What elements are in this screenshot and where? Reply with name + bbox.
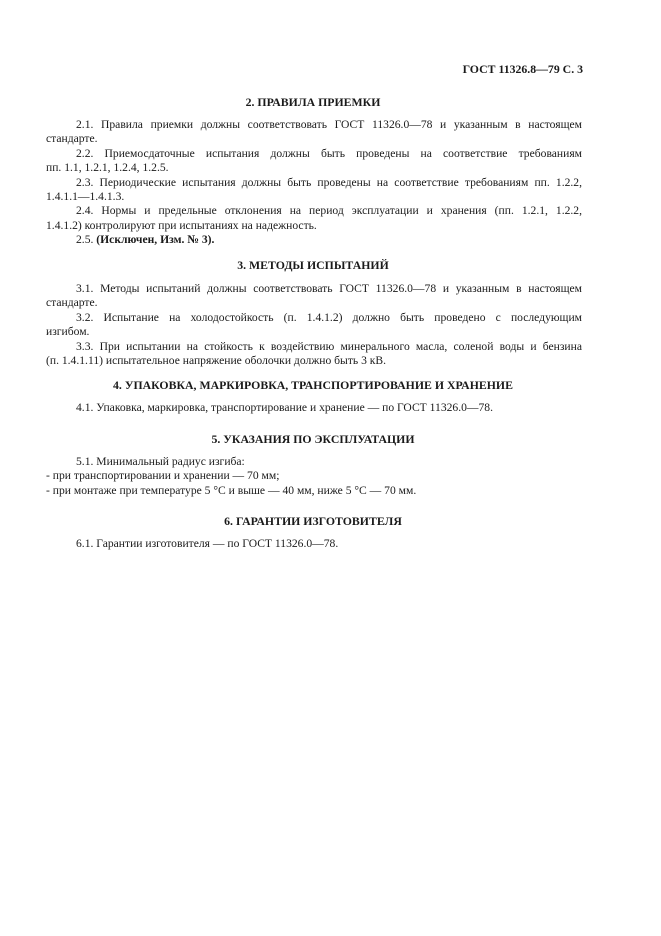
running-header: ГОСТ 11326.8—79 С. 3 — [462, 62, 583, 76]
section-5-title: 5. УКАЗАНИЯ ПО ЭКСПЛУАТАЦИИ — [211, 432, 415, 446]
clause-2-5 — [46, 233, 582, 247]
clause-3-3-line-1: 3.3. При испытании на стойкость к воздействию минерального масла, соленой воды и бензина — [76, 339, 582, 353]
section-3-body — [46, 282, 582, 368]
clause-2-3-line-2: 1.4.1.1—1.4.1.3. — [46, 189, 125, 203]
section-4-body — [46, 401, 582, 415]
clause-5-1-item-installation: - при монтаже при температуре 5 °С и выше — 40 мм, ниже 5 °С — 70 мм. — [46, 483, 417, 497]
clause-5-1-item-transport: - при транспортировании и хранении — 70 мм; — [46, 469, 280, 483]
clause-2-1-line-1: 2.1. Правила приемки должны соответствовать ГОСТ 11326.0—78 и указанным в настоящем — [76, 118, 582, 131]
section-4-title: 4. УПАКОВКА, МАРКИРОВКА, ТРАНСПОРТИРОВАНИЕ И ХРАНЕНИЕ — [113, 378, 513, 392]
clause-3-2-line-2: изгибом. — [46, 325, 90, 339]
clause-6-1: 6.1. Гарантии изготовителя — по ГОСТ 11326.0—78. — [76, 537, 339, 550]
clause-3-3-line-2: (п. 1.4.1.11) испытательное напряжение оболочки должно быть 3 кВ. — [46, 353, 387, 367]
clause-2-4-line-2: 1.4.1.2) контролируют при испытаниях на надежность. — [46, 218, 317, 232]
section-2-body — [46, 118, 582, 248]
clause-2-2-line-2: пп. 1.1, 1.2.1, 1.2.4, 1.2.5. — [46, 161, 169, 175]
clause-2-2-line-1: 2.2. Приемосдаточные испытания должны быть проведены на соответствие требованиям — [76, 146, 582, 160]
section-6-body — [46, 537, 582, 551]
clause-2-4-line-1: 2.4. Нормы и предельные отклонения на период эксплуатации и хранения (пп. 1.2.1, 1.2.2, — [76, 204, 582, 218]
clause-2-3-line-1: 2.3. Периодические испытания должны быть проведены на соответствие требованиям пп. 1.2.2, — [76, 175, 582, 189]
section-6-title: 6. ГАРАНТИИ ИЗГОТОВИТЕЛЯ — [224, 514, 402, 528]
section-2-title: 2. ПРАВИЛА ПРИЕМКИ — [245, 95, 381, 109]
clause-3-1-line-2: стандарте. — [46, 296, 98, 310]
clause-2-5-number: 2.5. — [76, 233, 94, 247]
clause-2-1-line-2: стандарте. — [46, 132, 98, 146]
clause-5-1: 5.1. Минимальный радиус изгиба: — [76, 455, 245, 468]
section-3-title: 3. МЕТОДЫ ИСПЫТАНИЙ — [237, 258, 389, 272]
clause-3-1-line-1: 3.1. Методы испытаний должны соответствовать ГОСТ 11326.0—78 и указанным в настоящем — [76, 282, 582, 295]
section-5-body — [46, 455, 582, 498]
clause-3-2-line-1: 3.2. Испытание на холодостойкость (п. 1.4.1.2) должно быть проведено с последующим — [76, 310, 582, 324]
clause-4-1: 4.1. Упаковка, маркировка, транспортирование и хранение — по ГОСТ 11326.0—78. — [76, 401, 493, 414]
clause-2-5-text: (Исключен, Изм. № 3). — [96, 233, 215, 247]
